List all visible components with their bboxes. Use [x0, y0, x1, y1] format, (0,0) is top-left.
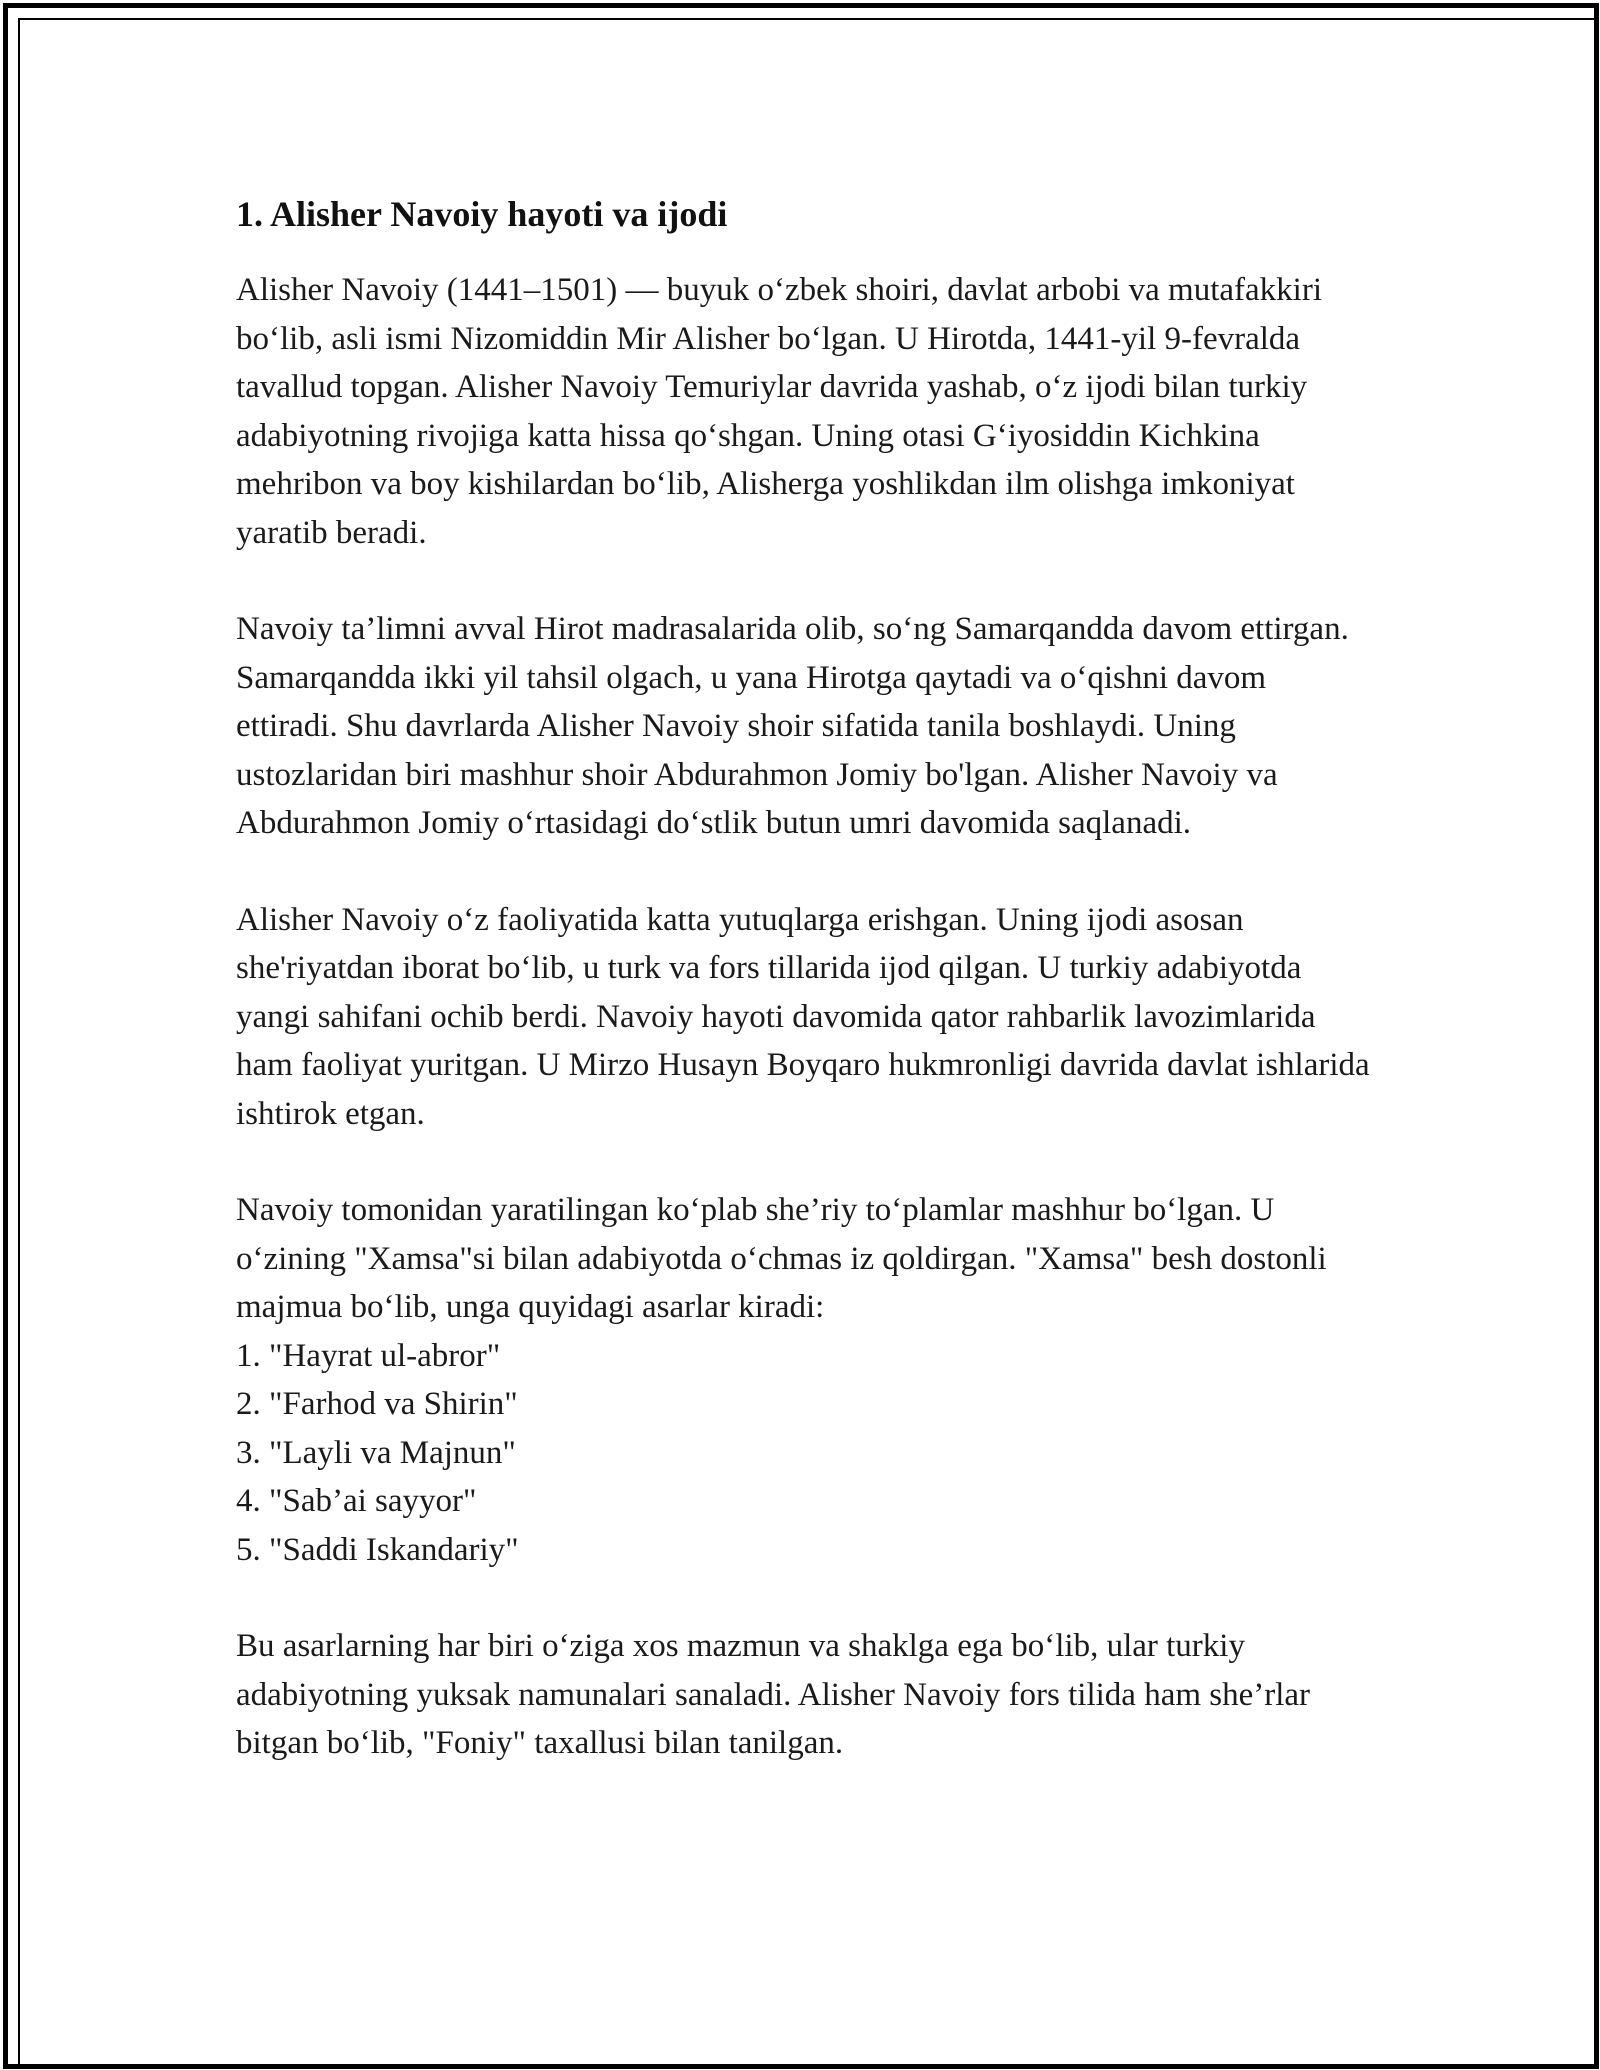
list-item: 4. "Sab’ai sayyor" — [236, 1483, 477, 1519]
paragraph-biography: Alisher Navoiy (1441–1501) — buyuk o‘zbek shoiri, davlat arbobi va mutafakkiri bo‘lib, asli ismi Nizomiddin Mir Alisher bo‘lgan. U Hirotda, 1441-yil 9-fevralda tavallud topgan. Alisher Navoiy Temuriylar davrida yashab, o‘z ijodi bilan turkiy adabiyotning rivojiga katta hissa qo‘shgan. Uning otasi G‘iyosiddin Kichkina mehribon va boy kishilardan bo‘lib, Alisherga yoshlikdan ilm olishga imkoniyat yaratib beradi. — [236, 272, 1323, 551]
xamsa-works-list — [236, 1332, 1376, 1575]
paragraph-education: Navoiy ta’limni avval Hirot madrasalarida olib, so‘ng Samarqandda davom ettirgan. Samarqandda ikki yil tahsil olgach, u yana Hirotga qaytadi va o‘qishni davom ettiradi. Shu davrlarda Alisher Navoiy shoir sifatida tanila boshlaydi. Uning ustozlaridan biri mashhur shoir Abdurahmon Jomiy bo'lgan. Alisher Navoiy va Abdurahmon Jomiy o‘rtasidagi do‘stlik butun umri davomida saqlanadi. — [236, 611, 1349, 841]
list-item: 5. "Saddi Iskandariy" — [236, 1531, 519, 1568]
paragraph-xamsa-intro: Navoiy tomonidan yaratilingan ko‘plab she’riy to‘plamlar mashhur bo‘lgan. U o‘zining "Xamsa"si bilan adabiyotda o‘chmas iz qoldirgan. "Xamsa" besh dostonli majmua bo‘lib, unga quyidagi asarlar kiradi: — [236, 1192, 1327, 1325]
paragraph-achievements: Alisher Navoiy o‘z faoliyatida katta yutuqlarga erishgan. Uning ijodi asosan she'riyatdan iborat bo‘lib, u turk va fors tillarida ijod qilgan. U turkiy adabiyotda yangi sahifani ochib berdi. Navoiy hayoti davomida qator rahbarlik lavozimlarida ham faoliyat yuritgan. U Mirzo Husayn Boyqaro hukmronligi davrida davlat ishlarida ishtirok etgan. — [236, 901, 1370, 1132]
paragraph-closing: Bu asarlarning har biri o‘ziga xos mazmun va shaklga ega bo‘lib, ular turkiy adabiyotning yuksak namunalari sanaladi. Alisher Navoiy fors tilida ham she’rlar bitgan bo‘lib, "Foniy" taxallusi bilan tanilgan. — [236, 1628, 1311, 1761]
list-item: 3. "Layli va Majnun" — [236, 1434, 516, 1471]
list-item: 1. "Hayrat ul-abror" — [236, 1337, 501, 1374]
section-heading: 1. Alisher Navoiy hayoti va ijodi — [236, 194, 728, 234]
document-body — [236, 186, 1376, 1816]
list-item: 2. "Farhod va Shirin" — [236, 1386, 518, 1422]
